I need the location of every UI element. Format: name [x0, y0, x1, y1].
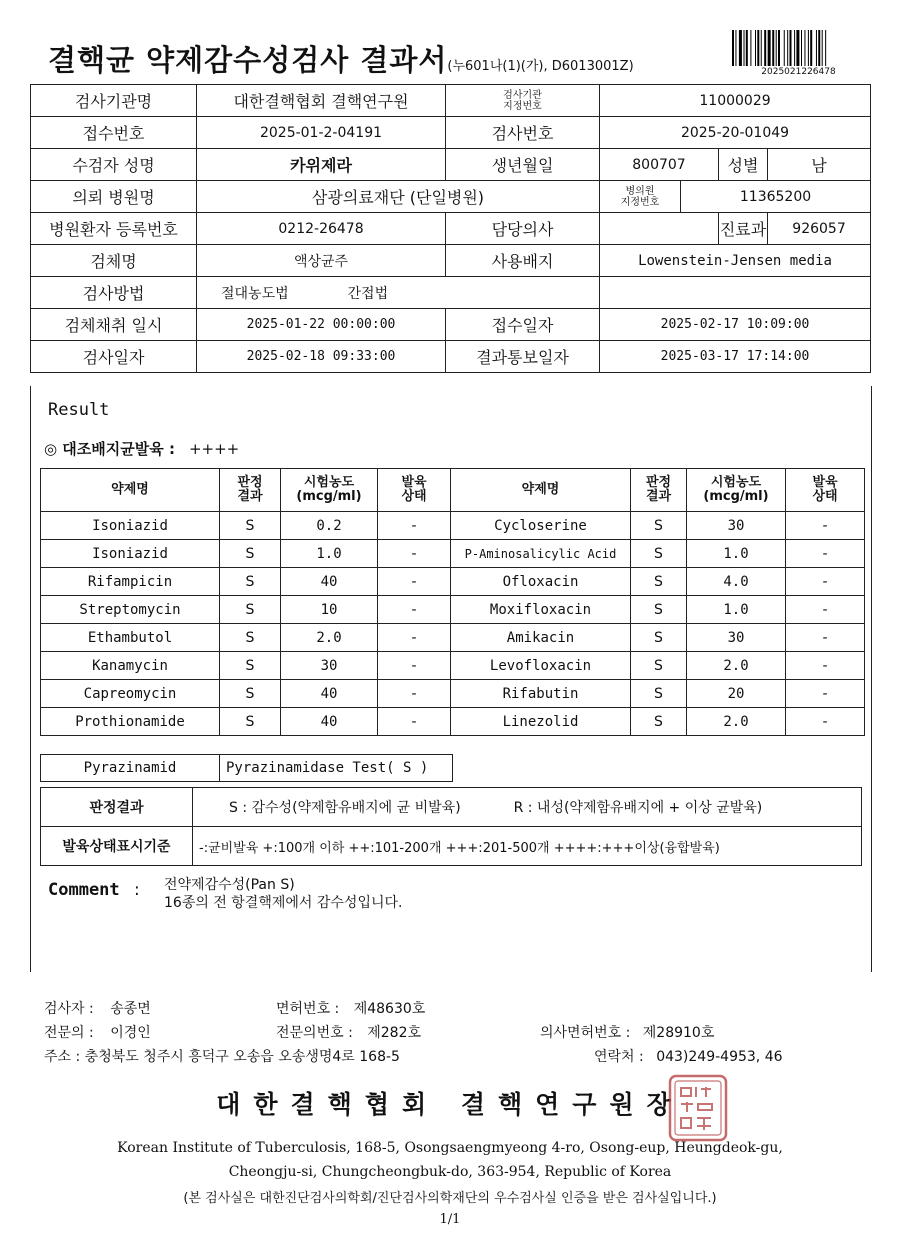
- drug-conc: 2.0: [687, 708, 786, 736]
- barcode-bar: [794, 30, 795, 66]
- method-label: 검사방법: [31, 277, 197, 309]
- drug-growth: -: [378, 512, 451, 540]
- barcode-bar: [778, 30, 780, 66]
- drug-growth: -: [786, 540, 865, 568]
- barcode-bar: [822, 30, 823, 66]
- collect-label: 검체채취 일시: [31, 309, 197, 341]
- info-table: [30, 84, 871, 373]
- drug-growth: -: [378, 708, 451, 736]
- method-empty: [600, 277, 871, 309]
- drug-growth: -: [378, 680, 451, 708]
- drug-table: [40, 468, 865, 736]
- barcode-number: 2025021226478: [761, 67, 836, 77]
- barcode-bar: [739, 30, 742, 66]
- reg-no-label: 병원환자 등록번호: [31, 213, 197, 245]
- specialist-number: [276, 1022, 421, 1042]
- report-date-value: 2025-03-17 17:14:00: [600, 341, 871, 373]
- media-value: Lowenstein-Jensen media: [600, 245, 871, 277]
- report-date-label: 결과통보일자: [446, 341, 600, 373]
- dept-label: 진료과: [719, 213, 768, 245]
- barcode-bar: [757, 30, 759, 66]
- drug-name: Isoniazid: [41, 540, 220, 568]
- drug-growth: -: [378, 652, 451, 680]
- drug-growth: -: [786, 624, 865, 652]
- spec-no-label: 전문의번호 :: [276, 1025, 353, 1041]
- drug-judge: S: [631, 680, 687, 708]
- drug-conc: 1.0: [687, 596, 786, 624]
- official-seal-icon: [668, 1074, 728, 1142]
- hosp-id-label: 병의원 지정번호: [600, 181, 681, 212]
- test-no-label: 검사번호: [446, 117, 600, 149]
- page-number: 1/1: [439, 1212, 461, 1227]
- document-title: [48, 38, 634, 79]
- legend-table: [40, 787, 862, 866]
- barcode-bar: [735, 30, 736, 66]
- received-label: 접수일자: [446, 309, 600, 341]
- collect-value: 2025-01-22 00:00:00: [197, 309, 446, 341]
- barcode-bar: [732, 30, 734, 66]
- drug-judge: S: [631, 540, 687, 568]
- received-value: 2025-02-17 10:09:00: [600, 309, 871, 341]
- title-code: (누601나(1)(가), D6013001Z): [447, 59, 634, 74]
- specialist-label: 전문의 :: [44, 1025, 94, 1041]
- col-conc: 시험농도 (mcg/ml): [281, 469, 378, 512]
- specimen-label: 검체명: [31, 245, 197, 277]
- barcode-bar: [784, 30, 785, 66]
- barcode-bar: [810, 30, 812, 66]
- drug-conc: 4.0: [687, 568, 786, 596]
- control-growth: [44, 438, 239, 459]
- barcode-bar: [804, 30, 805, 66]
- result-heading: Result: [48, 400, 110, 420]
- drug-conc: 30: [281, 652, 378, 680]
- barcode-bar: [744, 30, 745, 66]
- sex-value: 남: [768, 149, 871, 181]
- barcode-bar: [761, 30, 762, 66]
- col-drug: 약제명: [451, 469, 631, 512]
- drug-judge: S: [220, 568, 281, 596]
- drug-judge: S: [220, 708, 281, 736]
- dept-value: 926057: [768, 213, 871, 245]
- specimen-value: 액상균주: [197, 245, 446, 277]
- drug-growth: -: [378, 540, 451, 568]
- drug-name: Moxifloxacin: [451, 596, 631, 624]
- drug-conc: 40: [281, 680, 378, 708]
- drug-name: Levofloxacin: [451, 652, 631, 680]
- pyrazinamide-table: [40, 754, 453, 782]
- growth-legend-label: 발육상태표시기준: [41, 827, 193, 866]
- institution-label: 검사기관명: [31, 85, 197, 117]
- col-conc: 시험농도 (mcg/ml): [687, 469, 786, 512]
- drug-name: Isoniazid: [41, 512, 220, 540]
- drug-judge: S: [220, 512, 281, 540]
- comment-colon: :: [134, 880, 140, 900]
- drug-growth: -: [786, 708, 865, 736]
- col-growth: 발육 상태: [786, 469, 865, 512]
- drug-growth: -: [786, 596, 865, 624]
- growth-legend: -:균비발육 +:100개 이하 ++:101-200개 +++:201-500개 ++++:+++이상(융합발육): [193, 827, 862, 866]
- barcode-bar: [787, 30, 788, 66]
- specialist-value: 이경인: [110, 1025, 151, 1041]
- drug-judge: S: [631, 708, 687, 736]
- license-value: 제48630호: [353, 1001, 426, 1017]
- barcode-bar: [772, 30, 774, 66]
- drug-growth: -: [786, 652, 865, 680]
- drug-conc: 10: [281, 596, 378, 624]
- drug-growth: -: [378, 568, 451, 596]
- table-row: [41, 708, 865, 736]
- barcode-bar: [808, 30, 809, 66]
- drug-conc: 1.0: [687, 540, 786, 568]
- col-judge: 판정 결과: [631, 469, 687, 512]
- hosp-id-value: 11365200: [739, 188, 812, 205]
- drug-conc: 2.0: [687, 652, 786, 680]
- contact-label: 연락처 :: [594, 1049, 644, 1065]
- barcode-bar: [764, 30, 766, 66]
- drug-conc: 2.0: [281, 624, 378, 652]
- method-values: [197, 277, 600, 309]
- pyrazinamide-label: Pyrazinamid: [41, 755, 220, 782]
- comment-label: Comment: [48, 880, 120, 900]
- test-no-value: 2025-20-01049: [600, 117, 871, 149]
- drug-judge: S: [631, 652, 687, 680]
- drug-judge: S: [220, 540, 281, 568]
- drug-conc: 1.0: [281, 540, 378, 568]
- drug-name: Kanamycin: [41, 652, 220, 680]
- drug-name: Ofloxacin: [451, 568, 631, 596]
- contact-value: 043)249-4953, 46: [656, 1049, 783, 1065]
- address-kr: 주소 : 충청북도 청주시 흥덕구 오송읍 오송생명4로 168-5: [44, 1049, 400, 1065]
- drug-name: Amikacin: [451, 624, 631, 652]
- drug-growth: -: [786, 680, 865, 708]
- barcode-bar: [790, 30, 792, 66]
- judge-r: R : 내성(약제함유배지에 + 이상 균발육): [513, 800, 763, 816]
- pyrazinamide-value: Pyrazinamidase Test( S ): [220, 755, 453, 782]
- address-en-line2: Cheongju-si, Chungcheongbuk-do, 363-954, Republic of Korea: [228, 1164, 672, 1180]
- barcode-bar: [825, 30, 826, 66]
- drug-judge: S: [220, 624, 281, 652]
- patient-name-label: 수검자 성명: [31, 149, 197, 181]
- drug-name: Cycloserine: [451, 512, 631, 540]
- table-row: [41, 596, 865, 624]
- drug-conc: 40: [281, 568, 378, 596]
- method-1: 절대농도법: [221, 285, 289, 302]
- table-row: [41, 680, 865, 708]
- barcode-bar: [768, 30, 771, 66]
- drug-growth: -: [378, 596, 451, 624]
- doctor-license-value: 제28910호: [642, 1025, 715, 1041]
- barcode-bar: [755, 30, 756, 66]
- hospital-value: 삼광의료재단 (단일병원): [197, 181, 600, 213]
- barcode-bar: [776, 30, 777, 66]
- patient-name-value: 카위제라: [197, 149, 446, 181]
- drug-name: Rifabutin: [451, 680, 631, 708]
- drug-growth: -: [786, 512, 865, 540]
- test-date-label: 검사일자: [31, 341, 197, 373]
- barcode-icon: [732, 30, 857, 66]
- comment-line: 16종의 전 항결핵제에서 감수성입니다.: [164, 895, 403, 911]
- receipt-no-value: 2025-01-2-04191: [197, 117, 446, 149]
- drug-conc: 0.2: [281, 512, 378, 540]
- inst-id-label: 검사기관 지정번호: [446, 85, 600, 117]
- doctor-license: [540, 1022, 714, 1042]
- doctor-license-label: 의사면허번호 :: [540, 1025, 631, 1041]
- spec-no-value: 제282호: [367, 1025, 422, 1041]
- drug-name: Ethambutol: [41, 624, 220, 652]
- barcode-bar: [801, 30, 802, 66]
- doctor-label: 담당의사: [446, 213, 600, 245]
- license: [276, 998, 425, 1018]
- barcode-bar: [750, 30, 751, 66]
- contact: [594, 1046, 783, 1066]
- drug-name: Capreomycin: [41, 680, 220, 708]
- drug-name: Linezolid: [451, 708, 631, 736]
- tester-value: 송종면: [110, 1001, 151, 1017]
- drug-name: Prothionamide: [41, 708, 220, 736]
- specialist: [44, 1022, 151, 1042]
- drug-judge: S: [220, 652, 281, 680]
- title-text: 결핵균 약제감수성검사 결과서: [48, 43, 448, 77]
- receipt-no-label: 접수번호: [31, 117, 197, 149]
- drug-name: P-Aminosalicylic Acid: [451, 540, 631, 568]
- birth-value: 800707: [600, 149, 719, 181]
- control-label: ◎ 대조배지균발육 :: [44, 440, 175, 458]
- drug-name: Rifampicin: [41, 568, 220, 596]
- media-label: 사용배지: [446, 245, 600, 277]
- doctor-value: [600, 213, 719, 245]
- table-row: [41, 568, 865, 596]
- table-row: [41, 512, 865, 540]
- drug-judge: S: [220, 680, 281, 708]
- hospital-label: 의뢰 병원명: [31, 181, 197, 213]
- test-date-value: 2025-02-18 09:33:00: [197, 341, 446, 373]
- address-en-line1: Korean Institute of Tuberculosis, 168-5, Osongsaengmyeong 4-ro, Osong-eup, Heungdeok-gu,: [117, 1140, 783, 1156]
- comment-line: 전약제감수성(Pan S): [164, 877, 295, 893]
- certification-note: (본 검사실은 대한진단검사의학회/진단검사의학재단의 우수검사실 인증을 받은 검사실입니다.): [183, 1191, 717, 1206]
- barcode-bar: [746, 30, 748, 66]
- drug-judge: S: [220, 596, 281, 624]
- control-value: ++++: [188, 440, 240, 458]
- organization-name: 대한결핵협회 결핵연구원장: [216, 1090, 684, 1119]
- comment-text: [164, 876, 402, 912]
- reg-no-value: 0212-26478: [197, 213, 446, 245]
- col-drug: 약제명: [41, 469, 220, 512]
- birth-label: 생년월일: [446, 149, 600, 181]
- drug-judge: S: [631, 596, 687, 624]
- col-growth: 발육 상태: [378, 469, 451, 512]
- judge-legend-label: 판정결과: [41, 788, 193, 827]
- method-2: 간접법: [347, 285, 389, 302]
- drug-growth: -: [786, 568, 865, 596]
- judge-s: S : 감수성(약제함유배지에 균 비발육): [229, 800, 461, 816]
- drug-conc: 20: [687, 680, 786, 708]
- barcode-bar: [818, 30, 820, 66]
- drug-conc: 40: [281, 708, 378, 736]
- drug-conc: 30: [687, 624, 786, 652]
- table-row: [41, 540, 865, 568]
- judge-legend: [193, 788, 862, 827]
- table-row: [41, 624, 865, 652]
- drug-name: Streptomycin: [41, 596, 220, 624]
- drug-judge: S: [631, 624, 687, 652]
- drug-judge: S: [631, 568, 687, 596]
- barcode-bar: [796, 30, 799, 66]
- drug-conc: 30: [687, 512, 786, 540]
- barcode-bar: [816, 30, 817, 66]
- drug-growth: -: [378, 624, 451, 652]
- inst-id-value: 11000029: [600, 85, 871, 117]
- table-row: [41, 652, 865, 680]
- license-label: 면허번호 :: [276, 1001, 340, 1017]
- col-judge: 판정 결과: [220, 469, 281, 512]
- drug-judge: S: [631, 512, 687, 540]
- tester: [44, 998, 151, 1018]
- sex-label: 성별: [719, 149, 768, 181]
- institution-value: 대한결핵협회 결핵연구원: [197, 85, 446, 117]
- tester-label: 검사자 :: [44, 1001, 94, 1017]
